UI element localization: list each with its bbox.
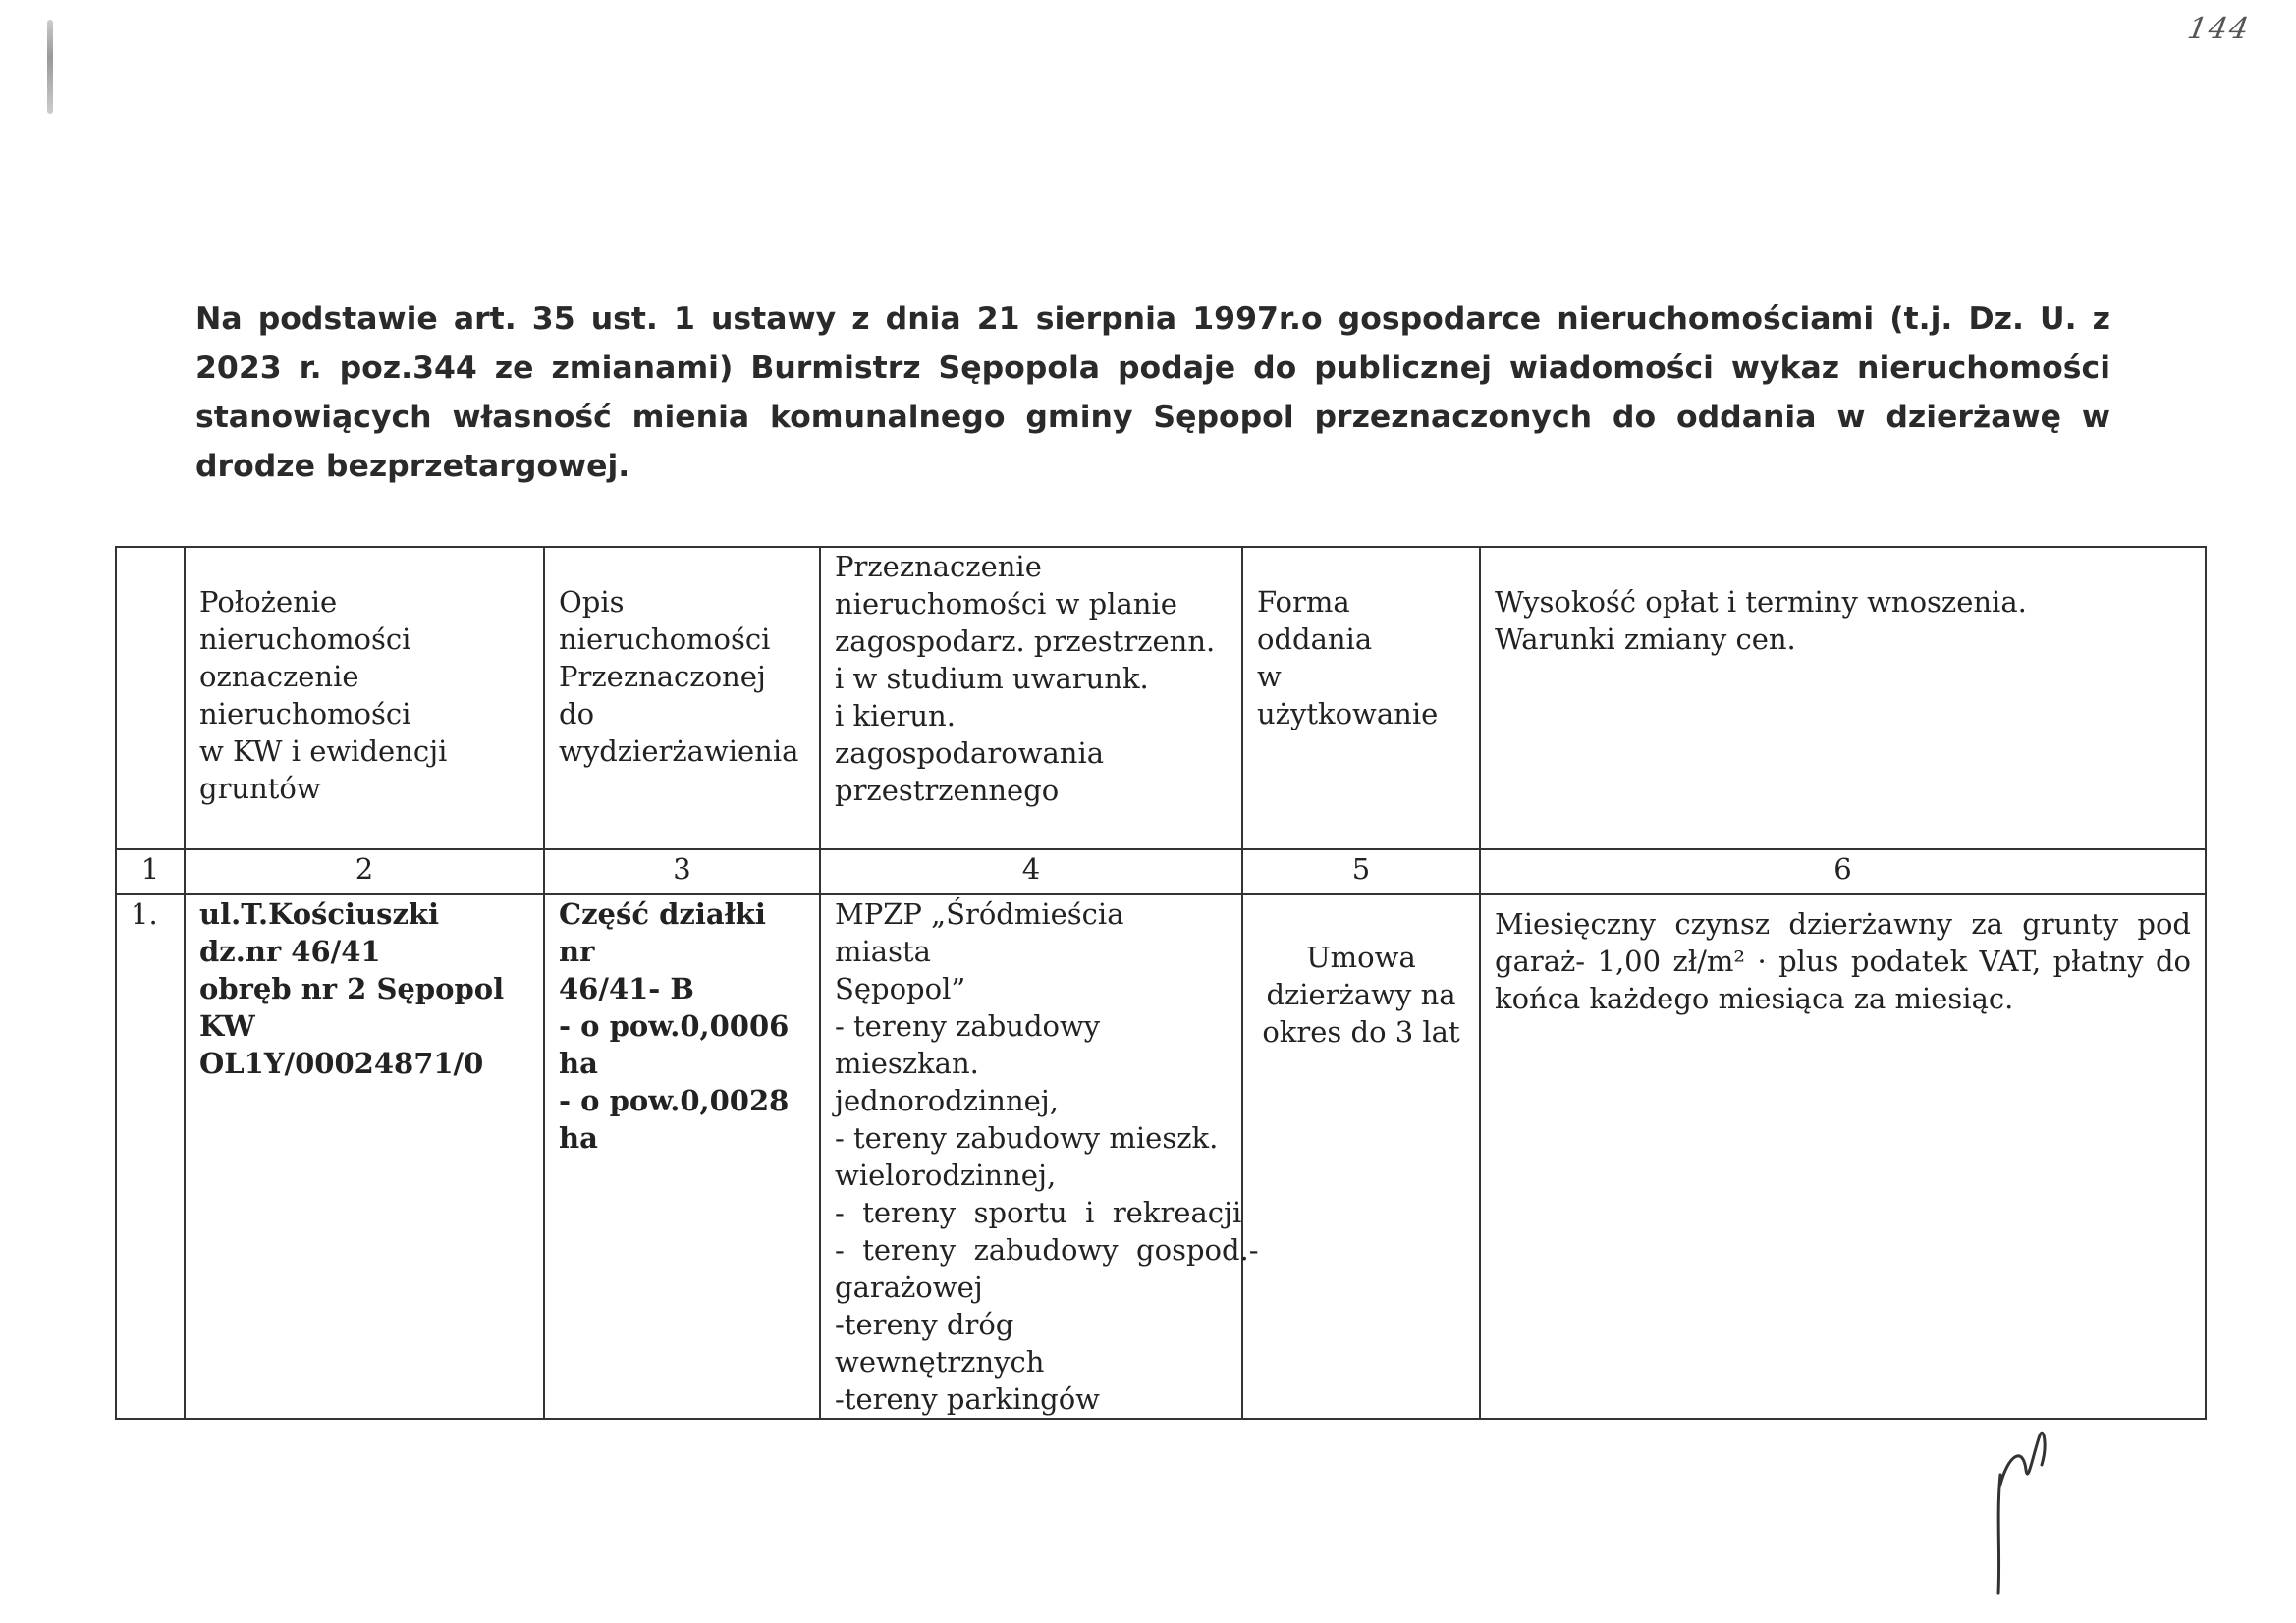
row-purpose: MPZP „Śródmieścia miasta Sępopol” - tereny zabudowy mieszkan. jednorodzinnej, - tereny zabudowy mieszk. wielorodzinnej, - tereny sportu i rekreacji - tereny zabudowy gospod.- garażowej -tereny dróg wewnętrznych -tereny parkingów (820, 894, 1242, 1419)
header-cell-form: Forma oddania w użytkowanie (1242, 547, 1480, 849)
row-lp: 1. (116, 894, 185, 1419)
row-form: Umowa dzierżawy na okres do 3 lat (1242, 894, 1480, 1419)
row-description: Część działki nr 46/41- B - o pow.0,0006 ha - o pow.0,0028 ha (544, 894, 820, 1419)
header-cell-location: Położenie nieruchomości oznaczenie nieruchomości w KW i ewidencji gruntów (185, 547, 544, 849)
column-number: 4 (820, 849, 1242, 894)
column-number: 1 (116, 849, 185, 894)
column-number: 6 (1480, 849, 2206, 894)
row-location: ul.T.Kościuszki dz.nr 46/41 obręb nr 2 Sępopol KW OL1Y/00024871/0 (185, 894, 544, 1419)
header-cell-lp (116, 547, 185, 849)
header-cell-purpose: Przeznaczenie nieruchomości w planie zagospodarz. przestrzenn. i w studium uwarunk. i kierun. zagospodarowania przestrzennego (820, 547, 1242, 849)
column-number-row (116, 849, 2206, 894)
header-cell-description: Opis nieruchomości Przeznaczonej do wydzierżawienia (544, 547, 820, 849)
page-number: 144 (2184, 12, 2254, 46)
table-row (116, 894, 2206, 1419)
handwritten-signature (1979, 1416, 2067, 1602)
column-number: 5 (1242, 849, 1480, 894)
scan-edge-mark (47, 20, 53, 114)
intro-paragraph: Na podstawie art. 35 ust. 1 ustawy z dnia 21 sierpnia 1997r.o gospodarce nieruchomościami (t.j. Dz. U. z 2023 r. poz.344 ze zmianami) Burmistrz Sępopola podaje do publicznej wiadomości wykaz nieruchomości stanowiących własność mienia komunalnego gminy Sępopol przeznaczonych do oddania w dzierżawę w drodze bezprzetargowej. (195, 301, 2110, 484)
column-number: 2 (185, 849, 544, 894)
column-number: 3 (544, 849, 820, 894)
row-fees: Miesięczny czynsz dzierżawny za grunty pod garaż- 1,00 zł/m² · plus podatek VAT, płatny do końca każdego miesiąca za miesiąc. (1480, 894, 2206, 1419)
header-cell-fees: Wysokość opłat i terminy wnoszenia. Warunki zmiany cen. (1480, 547, 2206, 849)
table-header-row (116, 547, 2206, 849)
property-list-table (115, 546, 2207, 1420)
